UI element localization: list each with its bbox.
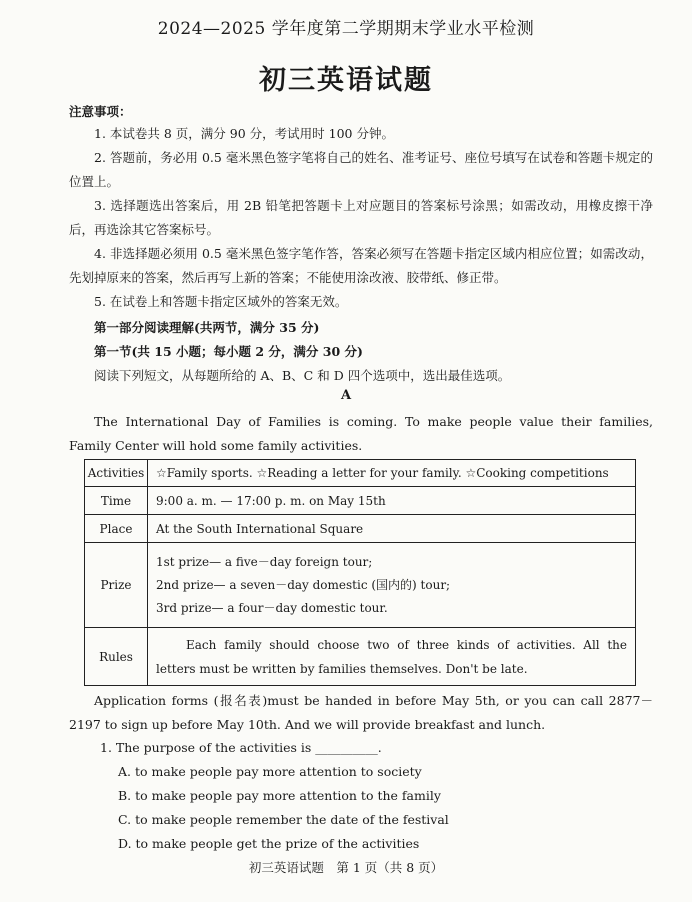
note-item-1: 1. 本试卷共 8 页，满分 90 分，考试用时 100 分钟。	[94, 126, 394, 141]
row-value: ☆Family sports. ☆Reading a letter for your family. ☆Cooking competitions	[148, 460, 636, 487]
option-b: B. to make people pay more attention to the family	[118, 788, 441, 803]
rules-text: Each family should choose two of three kinds of activities. All the letters must be written by families themselves. Don't be late.	[156, 637, 627, 676]
row-label: Prize	[85, 543, 148, 628]
page-title: 初三英语试题	[259, 65, 433, 96]
activities-table	[84, 459, 636, 686]
row-label: Time	[85, 487, 148, 515]
note-item-4: 4. 非选择题必须用 0.5 毫米黑色签字笔作答，答案必须写在答题卡指定区域内相应位置；如需改动，先划掉原来的答案，然后再写上新的答案；不能使用涂改液、胶带纸、修正带。	[69, 246, 653, 285]
row-label: Activities	[85, 460, 148, 487]
passage-intro: The International Day of Families is coming. To make people value their families, Family Center will hold some family activities.	[69, 414, 653, 453]
passage-label: A	[340, 388, 352, 403]
table-row	[85, 487, 636, 515]
note-item-2: 2. 答题前，务必用 0.5 毫米黑色签字笔将自己的姓名、准考证号、座位号填写在试卷和答题卡规定的位置上。	[69, 150, 653, 189]
note-item-5: 5. 在试卷上和答题卡指定区域外的答案无效。	[94, 294, 348, 309]
option-a: A. to make people pay more attention to society	[118, 764, 422, 779]
instruction: 阅读下列短文，从每题所给的 A、B、C 和 D 四个选项中，选出最佳选项。	[94, 368, 511, 383]
option-d: D. to make people get the prize of the activities	[118, 836, 420, 851]
table-row	[85, 460, 636, 487]
row-value: 9:00 a. m. — 17:00 p. m. on May 15th	[148, 487, 636, 515]
note-item-3: 3. 选择题选出答案后，用 2B 铅笔把答题卡上对应题目的答案标号涂黑；如需改动，用橡皮擦干净后，再选涂其它答案标号。	[69, 198, 653, 237]
prize-item: 1st prize— a five－day foreign tour;	[156, 554, 373, 569]
notes-heading: 注意事项：	[69, 104, 132, 119]
question-stem: 1. The purpose of the activities is __________.	[100, 740, 382, 755]
prize-cell	[148, 543, 636, 628]
table-row	[85, 628, 636, 686]
page-footer: 初三英语试题 第 1 页（共 8 页）	[248, 860, 444, 875]
passage-application: Application forms (报名表)must be handed in before May 5th, or you can call 2877－2197 to sign up before May 10th. And we will provide breakfast and lunch.	[69, 693, 653, 732]
prize-item: 3rd prize— a four－day domestic tour.	[156, 600, 388, 615]
exam-header: 2024—2025 学年度第二学期期末学业水平检测	[157, 19, 535, 39]
prize-item: 2nd prize— a seven－day domestic (国内的) tour;	[156, 577, 451, 592]
section-heading: 第一节(共 15 小题；每小题 2 分，满分 30 分)	[94, 344, 363, 359]
part-heading: 第一部分阅读理解(共两节，满分 35 分)	[94, 320, 320, 335]
option-c: C. to make people remember the date of the festival	[118, 812, 449, 827]
row-value: At the South International Square	[148, 515, 636, 543]
table-row	[85, 515, 636, 543]
table-row	[85, 543, 636, 628]
row-value	[148, 628, 636, 686]
row-label: Place	[85, 515, 148, 543]
row-label: Rules	[85, 628, 148, 686]
